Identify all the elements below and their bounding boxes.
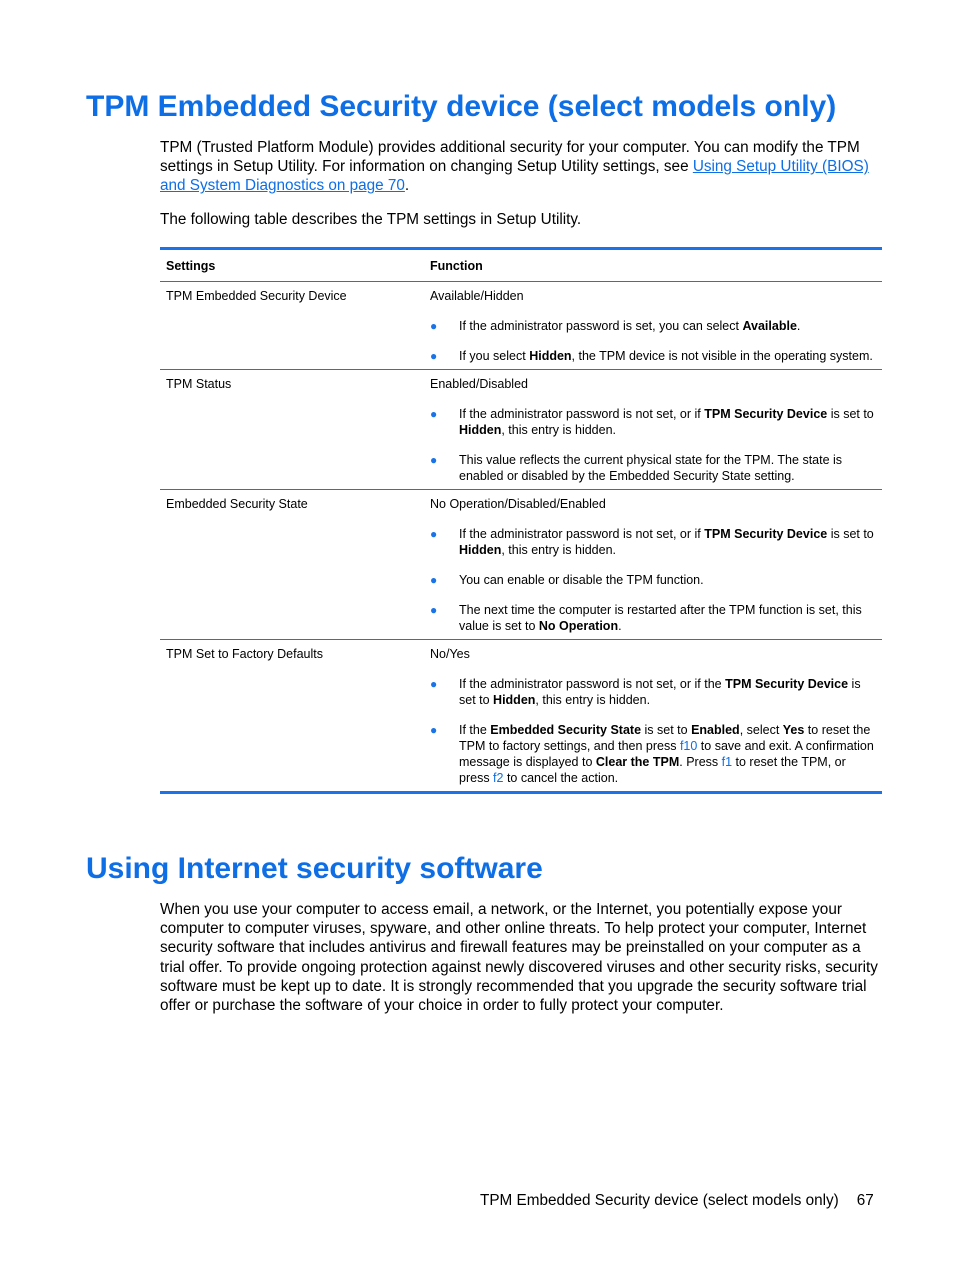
header-function: Function	[424, 249, 882, 282]
setting-name: Embedded Security State	[160, 490, 424, 640]
bullet-list	[430, 406, 876, 484]
function-values: No/Yes	[430, 647, 470, 661]
intro-text: TPM (Trusted Platform Module) provides additional security for your computer. You can modify the TPM settings in Setup Utility. For information on changing Setup Utility settings, see	[160, 139, 860, 176]
bullet-icon: ●	[430, 319, 438, 333]
footer-text: TPM Embedded Security device (select models only)	[480, 1192, 839, 1209]
function-values: No Operation/Disabled/Enabled	[430, 497, 606, 511]
bullet-icon: ●	[430, 723, 438, 737]
function-cell	[424, 490, 882, 640]
table-header-row	[160, 249, 882, 282]
bullet-list	[430, 676, 876, 786]
list-item: ● If you select Hidden, the TPM device is not visible in the operating system.	[430, 349, 873, 363]
table-row	[160, 370, 882, 490]
list-item: ● If the administrator password is set, you can select Available.	[430, 319, 801, 333]
setup-utility-link[interactable]: Using Setup Utility (BIOS) and System Diagnostics on page 70	[160, 158, 869, 195]
setting-name: TPM Status	[160, 370, 424, 490]
section-title-internet-security: Using Internet security software	[86, 852, 543, 885]
function-cell	[424, 640, 882, 793]
bullet-icon: ●	[430, 453, 438, 467]
list-item: ● If the Embedded Security State is set to Enabled, select Yes to reset the TPM to factory settings, and then press f10 to save and exit. A confirmation message is displayed to Clear the TPM. Press f1 to reset the TPM, or press f2 to cancel the action.	[430, 723, 874, 785]
bullet-icon: ●	[430, 407, 438, 421]
list-item: ● This value reflects the current physical state for the TPM. The state is enabled or disabled by the Embedded Security State setting.	[430, 453, 843, 483]
bullet-list	[430, 526, 876, 634]
function-values: Available/Hidden	[430, 289, 524, 303]
function-values: Enabled/Disabled	[430, 377, 528, 391]
section-title-tpm: TPM Embedded Security device (select models only)	[86, 90, 837, 123]
setting-name: TPM Set to Factory Defaults	[166, 647, 323, 661]
intro-paragraph	[160, 138, 884, 196]
intro-end: .	[404, 177, 410, 195]
header-settings: Settings	[160, 249, 424, 282]
key-f2: f2	[493, 771, 504, 785]
page-footer	[480, 1192, 874, 1210]
function-cell	[424, 282, 882, 370]
bullet-icon: ●	[430, 573, 438, 587]
table-row	[160, 640, 882, 793]
bullet-list	[430, 318, 876, 364]
list-item: ● If the administrator password is not set, or if TPM Security Device is set to Hidden, this entry is hidden.	[430, 407, 874, 437]
list-item: ● The next time the computer is restarted after the TPM function is set, this value is set to No Operation.	[430, 603, 862, 633]
function-cell	[424, 370, 882, 490]
key-f1: f1	[721, 755, 733, 769]
table-row	[160, 282, 882, 370]
bullet-icon: ●	[430, 527, 438, 541]
table-intro: The following table describes the TPM settings in Setup Utility.	[160, 211, 582, 228]
bullet-icon: ●	[430, 349, 438, 363]
internet-security-paragraph: When you use your computer to access email, a network, or the Internet, you potentially expose your computer to computer viruses, spyware, and other online threats. To help protect your computer, Internet security software that includes antivirus and firewall features may be preinstalled on your computer as a trial offer. To provide ongoing protection against newly discovered viruses and other security risks, security software must be kept up to date. It is strongly recommended that you upgrade the security software trial offer or purchase the software of your choice in order to fully protect your computer.	[160, 901, 878, 1015]
setting-name: TPM Embedded Security Device	[160, 282, 424, 370]
tpm-settings-table	[160, 247, 882, 794]
bullet-icon: ●	[430, 677, 438, 691]
list-item: ● If the administrator password is not set, or if TPM Security Device is set to Hidden, this entry is hidden.	[430, 527, 874, 557]
list-item: ● If the administrator password is not set, or if the TPM Security Device is set to Hidden, this entry is hidden.	[430, 677, 861, 707]
table-row	[160, 490, 882, 640]
page-number: 67	[856, 1192, 874, 1209]
key-f10: f10	[679, 739, 698, 753]
bullet-icon: ●	[430, 603, 438, 617]
list-item: ● You can enable or disable the TPM function.	[430, 573, 704, 587]
